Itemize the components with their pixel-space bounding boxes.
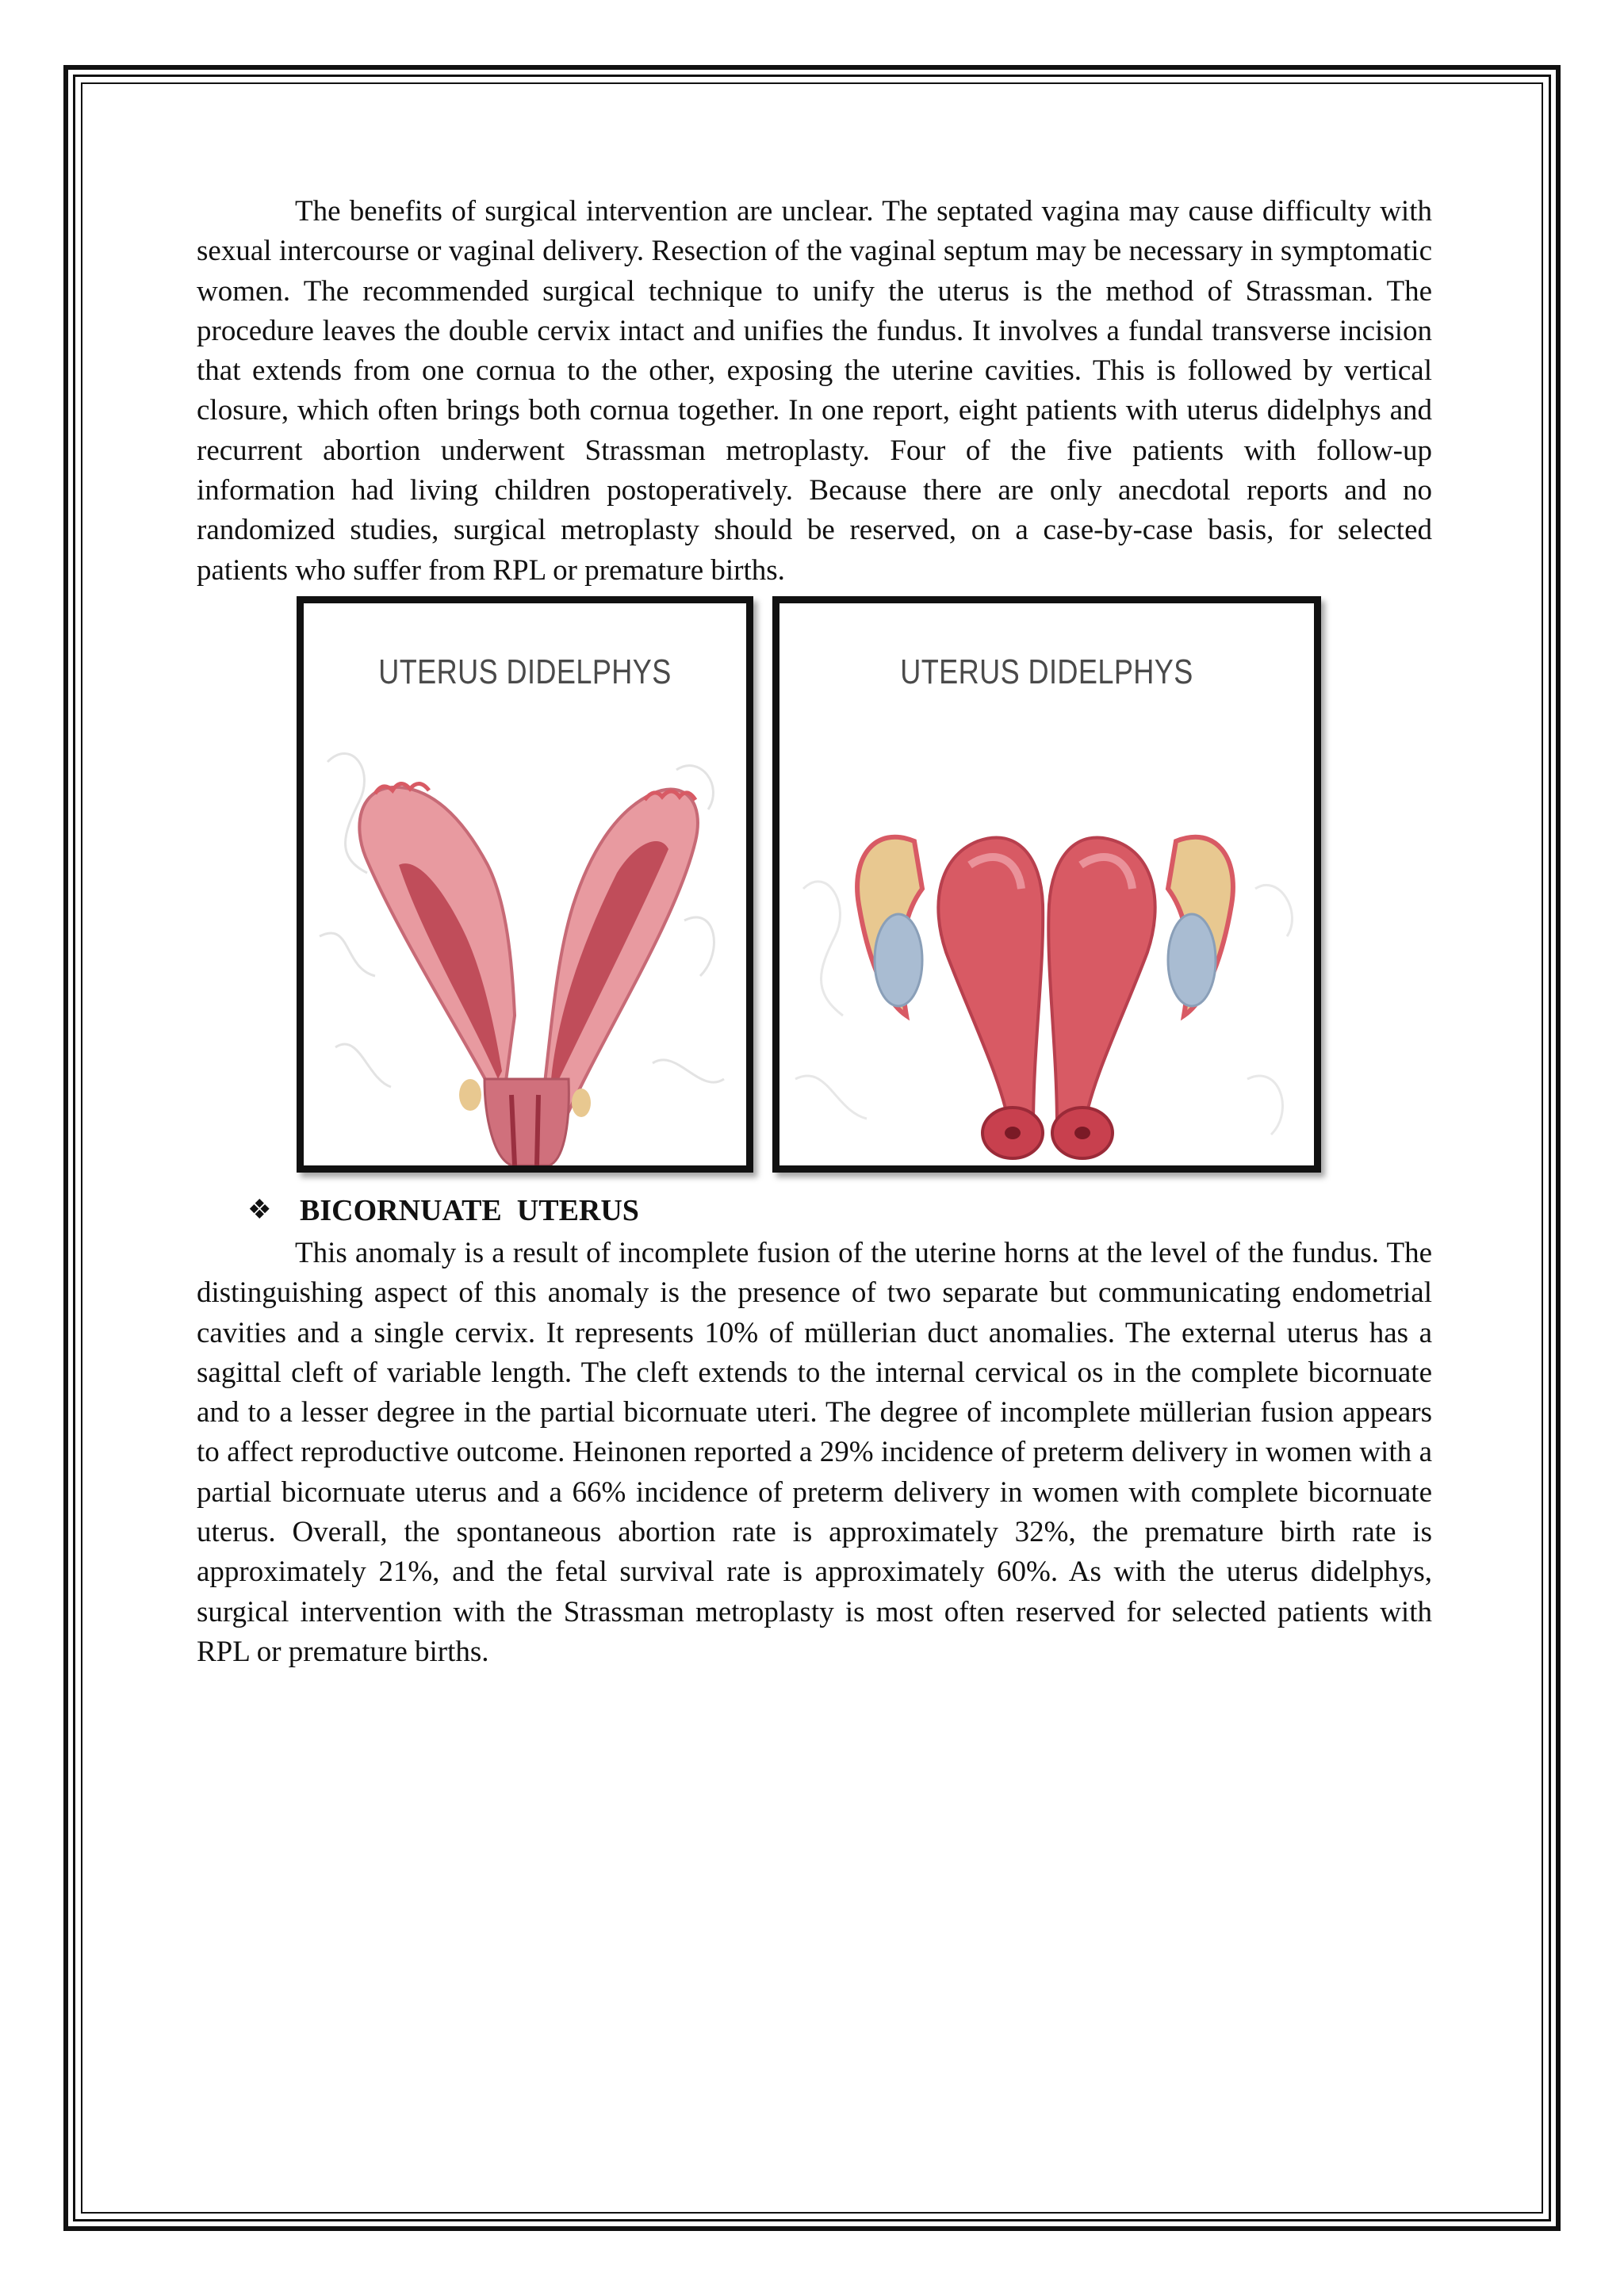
paragraph-bicornuate-uterus: This anomaly is a result of incomplete fusion of the uterine horns at the level of the fundus. The distinguishing aspect of this anomaly is the presence of two separate but communicating endometrial cavities and a single cervix. It represents 10% of müllerian duct anomalies. The external uterus has a sagittal cleft of variable length. The cleft extends to the internal cervical os in the complete bicornuate and to a lesser degree in the partial bicornuate uteri. The degree of incomplete müllerian fusion appears to affect reproductive outcome. Heinonen reported a 29% incidence of preterm delivery in women with a partial bicornuate uterus and a 66% incidence of preterm delivery in women with complete bicornuate uterus. Overall, the spontaneous abortion rate is approximately 32%, the premature birth rate is approximately 21%, and the fetal survival rate is approximately 60%. As with the uterus didelphys, surgical intervention with the Strassman metroplasty is most often reserved for selected patients with RPL or premature births. [197,1237,1432,1668]
section-heading-text: BICORNUATE UTERUS [300,1194,639,1227]
figure-right-title: UTERUS DIDELPHYS [900,652,1193,691]
figure-left-title: UTERUS DIDELPHYS [378,652,672,691]
figure-uterus-didelphys-external [772,596,1321,1173]
paragraph-strassman-metroplasty: The benefits of surgical intervention are unclear. The septated vagina may cause difficulty with sexual intercourse or vaginal delivery. Resection of the vaginal septum may be necessary in symptomatic women. The recommended surgical technique to unify the uterus is the method of Strassman. The procedure leaves the double cervix intact and unifies the fundus. It involves a fundal transverse incision that extends from one cornua to the other, exposing the uterine cavities. This is followed by vertical closure, which often brings both cornua together. In one report, eight patients with uterus didelphys and recurrent abortion underwent Strassman metroplasty. Four of the five patients with follow-up information had living children postoperatively. Because there are only anecdotal reports and no randomized studies, surgical metroplasty should be reserved, on a case-by-case basis, for selected patients who suffer from RPL or premature births. [197,195,1432,587]
diamond-quad-bullet-icon: ❖ [247,1196,272,1225]
figure-uterus-didelphys-section [297,596,753,1173]
section-heading-bicornuate-uterus [247,1191,639,1230]
